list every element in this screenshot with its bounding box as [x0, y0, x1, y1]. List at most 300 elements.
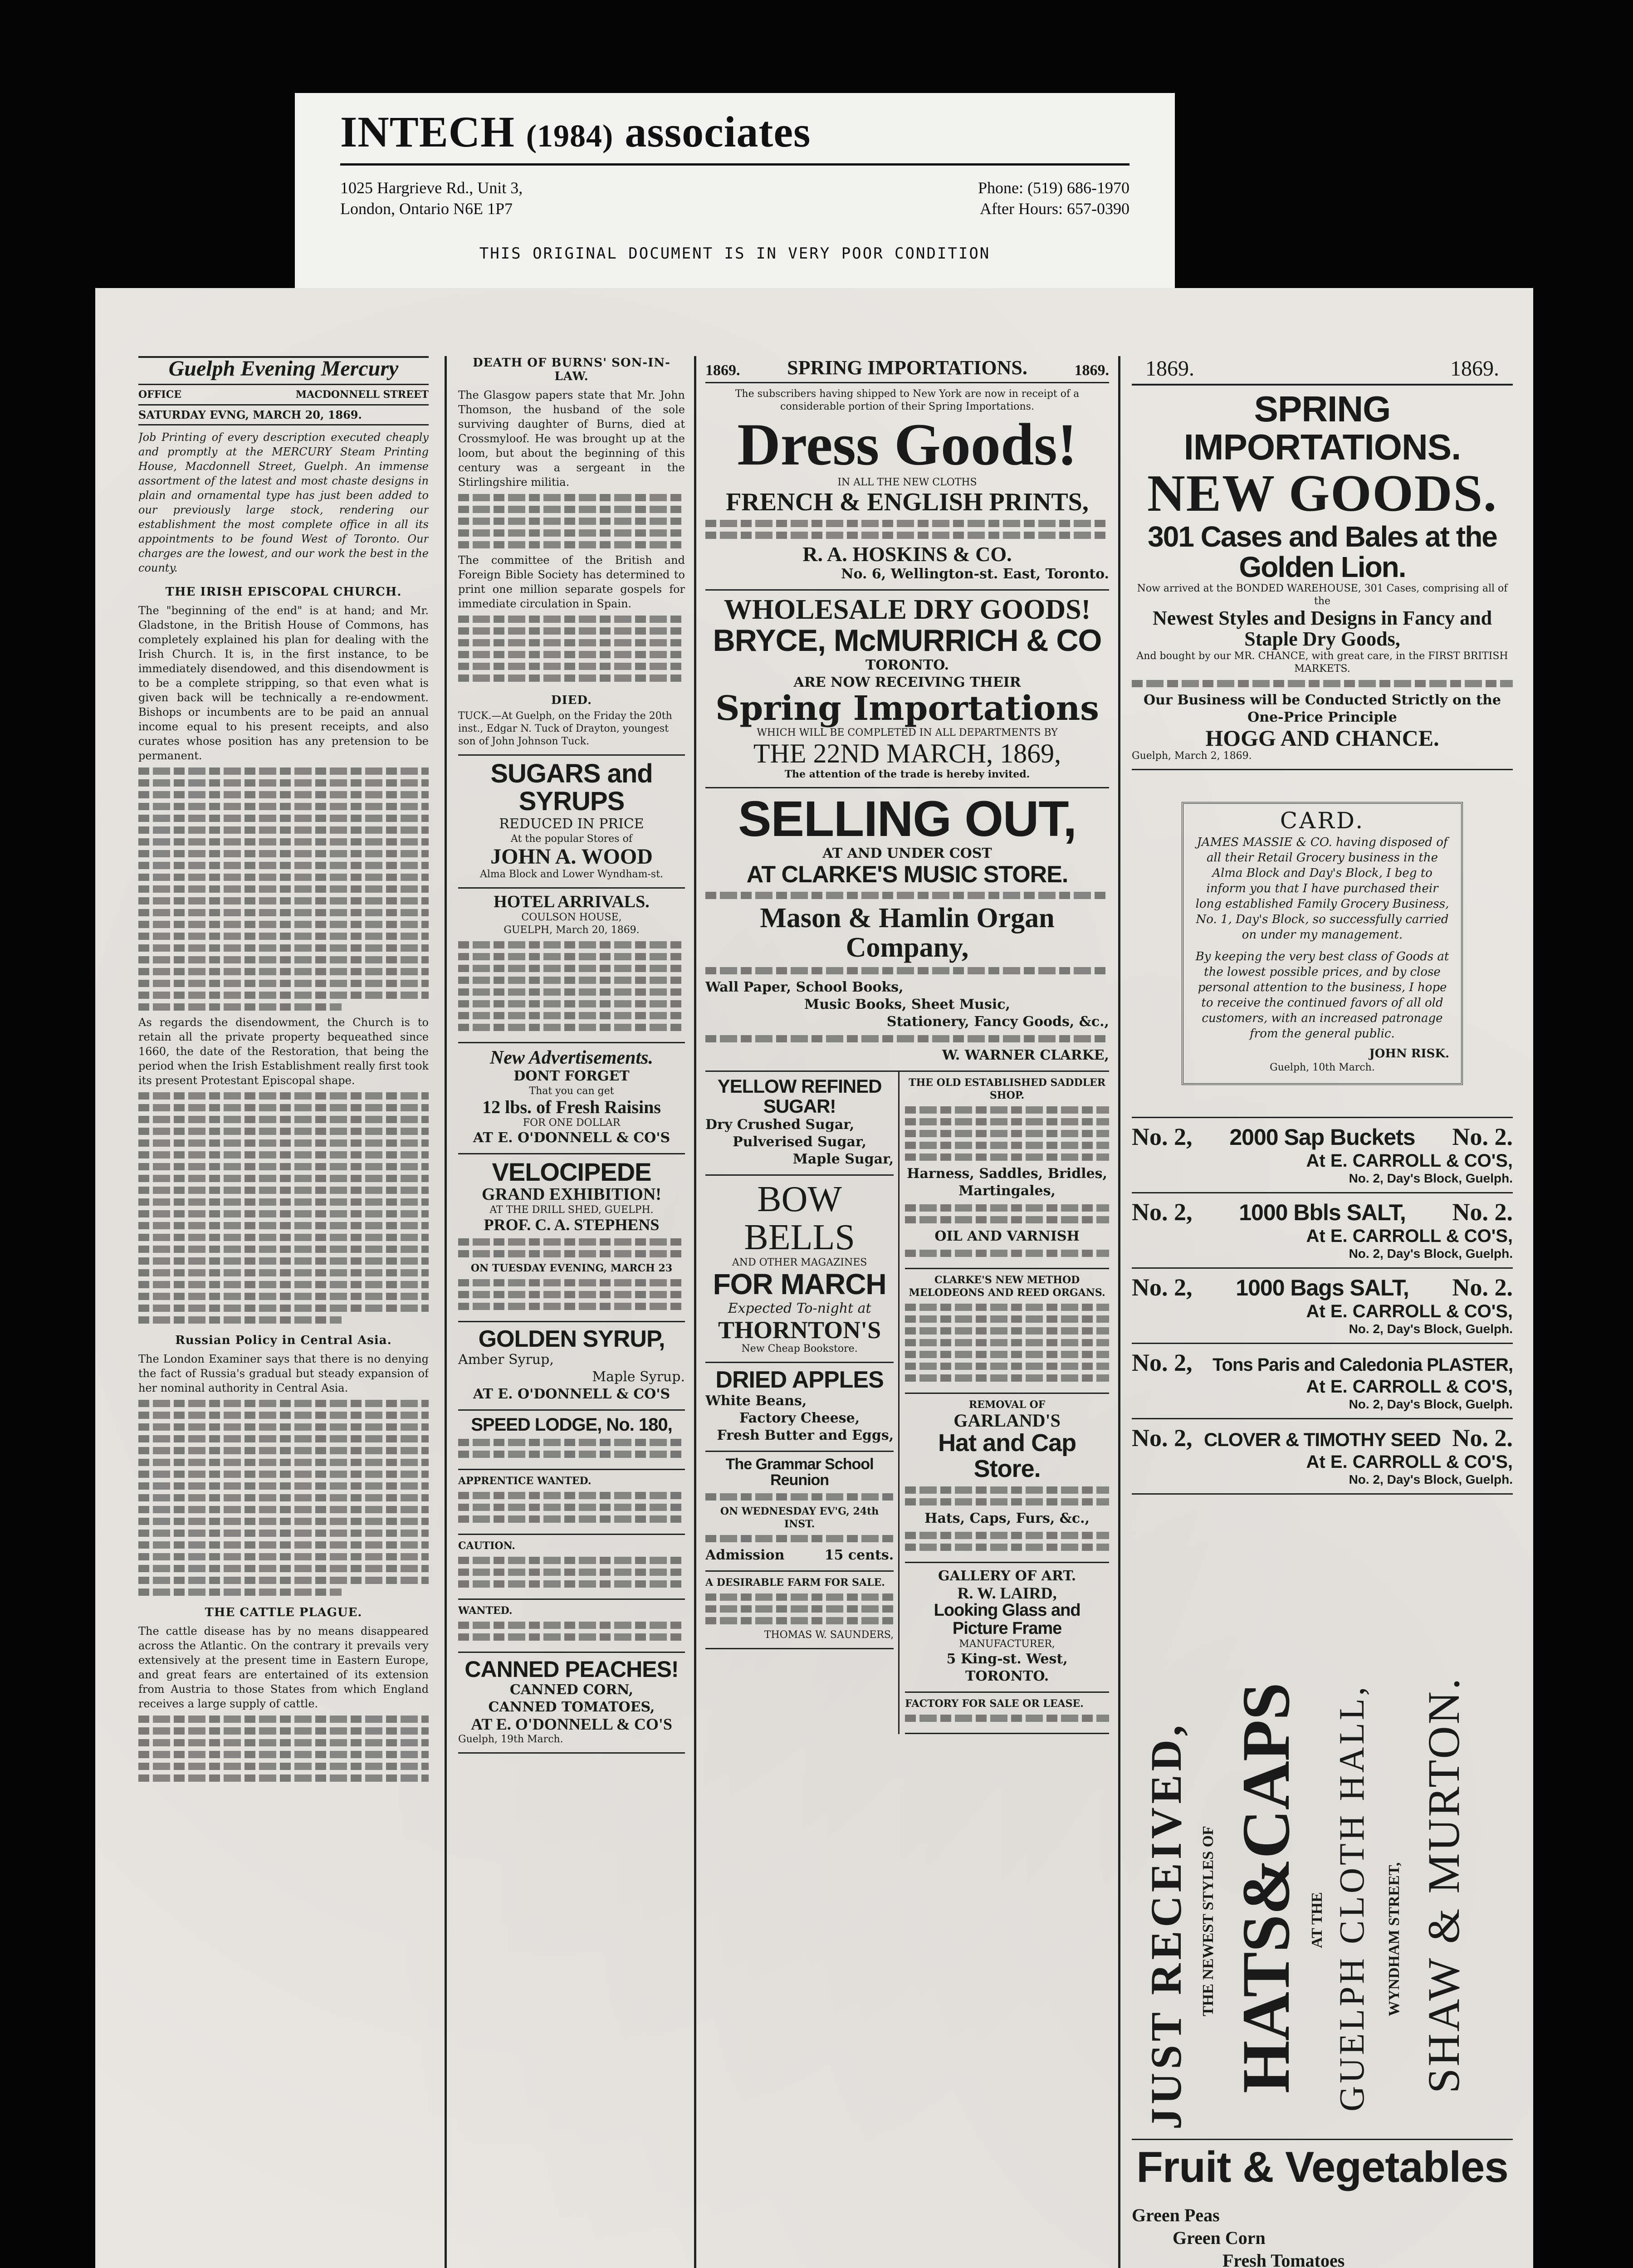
- illegible-text-line: [905, 1118, 1109, 1125]
- illegible-text-line: [138, 1116, 429, 1123]
- one-price: Our Business will be Conducted Strictly on the One-Price Principle: [1144, 692, 1501, 725]
- illegible-text-line: [138, 1739, 429, 1746]
- illegible-text-line: [458, 1303, 685, 1310]
- illegible-text-line: [458, 953, 685, 960]
- illegible-text-line: [458, 494, 685, 501]
- illegible-text-line: [138, 1423, 429, 1431]
- grand-exhibition: GRAND EXHIBITION!: [482, 1184, 661, 1204]
- illegible-text-line: [138, 921, 429, 928]
- yellow-sugar-ad: [705, 1072, 894, 1176]
- illegible-text-line: [138, 1541, 429, 1549]
- fresh-tomatoes: Fresh Tomatoes: [1222, 2250, 1345, 2268]
- carroll-address: No. 2, Day's Block, Guelph.: [1349, 1322, 1513, 1336]
- under-cost: AT AND UNDER COST: [822, 846, 992, 862]
- hoskins-address: No. 6, Wellington-st. East, Toronto.: [841, 566, 1109, 582]
- hats-caps-furs: Hats, Caps, Furs, &c.,: [924, 1510, 1090, 1526]
- illegible-text-line: [138, 1447, 429, 1454]
- illegible-text-line: [1132, 680, 1513, 687]
- removal: REMOVAL OF: [968, 1399, 1046, 1411]
- sugars-heading: SUGARS and SYRUPS: [490, 759, 653, 816]
- saddler-ad: [905, 1072, 1109, 1269]
- hotel-heading: HOTEL ARRIVALS.: [494, 892, 650, 912]
- card-notice: [1132, 770, 1513, 1118]
- new-goods: NEW GOODS.: [1147, 464, 1498, 523]
- warner-clarke: W. WARNER CLARKE,: [942, 1047, 1109, 1064]
- wholesale-heading: WHOLESALE DRY GOODS!: [724, 594, 1091, 625]
- no2-left: No. 2,: [1132, 1123, 1193, 1151]
- address-row-1: [340, 177, 1129, 198]
- card-title: CARD.: [1280, 807, 1365, 834]
- hats-caps-vertical-ad: [1132, 1495, 1513, 2140]
- illegible-text-line: [138, 803, 429, 810]
- illegible-text-line: [138, 933, 429, 940]
- company-name: [340, 107, 1129, 157]
- illegible-text-line: [138, 1412, 429, 1419]
- illegible-text-line: [138, 897, 429, 904]
- illegible-text-line: [138, 1092, 429, 1100]
- spring-imp-heading: Spring Importations: [715, 689, 1099, 728]
- illegible-text-line: [138, 850, 429, 857]
- office-label: OFFICE: [138, 389, 181, 401]
- illegible-text-line: [705, 532, 1109, 539]
- gallery-heading: GALLERY OF ART.: [938, 1568, 1076, 1584]
- tuesday-line: ON TUESDAY EVENING, MARCH 23: [470, 1262, 673, 1274]
- illegible-text-line: [905, 1204, 1109, 1212]
- carroll-line: At E. CARROLL & CO'S,: [1306, 1377, 1513, 1397]
- illegible-text-line: [138, 767, 429, 775]
- cases-bales: 301 Cases and Bales at the Golden Lion.: [1148, 520, 1497, 583]
- illegible-text-line: [138, 1234, 429, 1241]
- illegible-text-line: [458, 1024, 685, 1031]
- illegible-text-line: [138, 885, 429, 893]
- admission-price: 15 cents.: [824, 1547, 894, 1564]
- newest-styles: Newest Styles and Designs in Fancy and Staple Dry Goods,: [1152, 607, 1492, 650]
- illegible-text-line: [138, 1774, 429, 1782]
- odonnell-line: AT E. O'DONNELL & CO'S: [473, 1130, 670, 1146]
- illegible-text-line: [458, 1633, 685, 1641]
- fruit-vegetables: Fruit & Vegetables: [1136, 2143, 1508, 2192]
- died-heading: DIED.: [551, 694, 592, 707]
- illegible-text-line: [458, 1569, 685, 1576]
- died-notice: [458, 686, 685, 756]
- clover-seed: CLOVER & TIMOTHY SEED: [1204, 1429, 1441, 1451]
- illegible-text-line: [905, 1486, 1109, 1494]
- year-right: 1869.: [1450, 357, 1499, 381]
- odonnell-line: AT E. O'DONNELL & CO'S: [471, 1715, 672, 1733]
- clarkes-music-store: AT CLARKE'S MUSIC STORE.: [746, 861, 1068, 888]
- bow-bells: BOW BELLS: [744, 1179, 855, 1258]
- speed-lodge: [458, 1411, 685, 1470]
- salt-bags: 1000 Bags SALT,: [1236, 1275, 1409, 1301]
- illegible-text-line: [705, 1593, 894, 1601]
- shaw-murton: SHAW & MURTON.: [1418, 1677, 1469, 2094]
- hogg-date: Guelph, March 2, 1869.: [1132, 750, 1252, 762]
- dry-crushed: Dry Crushed Sugar,: [705, 1117, 855, 1133]
- illegible-text-line: [138, 1269, 429, 1276]
- velocipede-ad: [458, 1154, 685, 1322]
- illegible-text-line: [138, 1506, 429, 1513]
- illegible-text-line: [138, 1494, 429, 1501]
- article-paragraph: The cattle disease has by no means disappeared across the Atlantic. On the contrary it prevails very extensively at the present time in Eastern Europe, and great fears are entertained of its extension from Austria to those States from which England receives a large supply of cattle.: [138, 1625, 429, 1710]
- illegible-text-line: [138, 1400, 429, 1407]
- illegible-text-line: [138, 826, 429, 834]
- illegible-text-line: [138, 874, 429, 881]
- carroll-sap-ad: [1132, 1118, 1513, 1193]
- illegible-text-line: [138, 1222, 429, 1229]
- card-text: JAMES MASSIE & CO. having disposed of all their Retail Grocery business in the Alma Block and Day's Block, I beg to inform you that I have purchased their long established Family Grocery Business, No. 1, Day's Block, so successfully carried on under my management.: [1195, 836, 1449, 942]
- hogg-chance: HOGG AND CHANCE.: [1205, 725, 1439, 751]
- illegible-text-line: [458, 1000, 685, 1007]
- factory-heading: FACTORY FOR SALE OR LEASE.: [905, 1698, 1084, 1710]
- no2-right: No. 2.: [1452, 1198, 1513, 1226]
- green-peas: Green Peas: [1132, 2204, 1220, 2225]
- raisins-line: 12 lbs. of Fresh Raisins: [482, 1097, 661, 1118]
- article-paragraph: As regards the disendowment, the Church is to retain all the private property bequeathed since 1660, the date of the Restoration, that being the period when the Irish Establishment really first took its present Protestant Episcopal shape.: [138, 1016, 429, 1087]
- attention-line: The attention of the trade is hereby invited.: [784, 768, 1030, 780]
- wanted-heading: WANTED.: [458, 1605, 513, 1617]
- illegible-text-line: [458, 529, 685, 537]
- article-heading-russian-policy: Russian Policy in Central Asia.: [175, 1334, 392, 1347]
- bow-bells-ad: [705, 1176, 894, 1363]
- illegible-text-line: [458, 1515, 685, 1523]
- melodeon-ad: [905, 1269, 1109, 1394]
- death-heading: DEATH OF BURNS' SON-IN-LAW.: [473, 356, 670, 383]
- gallery-ad: [905, 1563, 1109, 1693]
- illegible-text-line: [138, 815, 429, 822]
- illegible-text-line: [458, 1451, 685, 1458]
- column-advertisements-b: [1132, 356, 1513, 2268]
- spring-importations: SPRING IMPORTATIONS.: [1183, 389, 1461, 467]
- green-corn: Green Corn: [1173, 2227, 1266, 2248]
- syrup-ad: [458, 1322, 685, 1411]
- phone: Phone: (519) 686-1970: [978, 179, 1129, 197]
- hat-store-ad: [905, 1394, 1109, 1563]
- carroll-address: No. 2, Day's Block, Guelph.: [1349, 1246, 1513, 1261]
- no2-left: No. 2,: [1132, 1424, 1193, 1452]
- carroll-line: At E. CARROLL & CO'S,: [1306, 1226, 1513, 1246]
- illegible-text-line: [138, 1246, 429, 1253]
- illegible-text-line: [705, 1035, 1109, 1042]
- factory-ad: [905, 1693, 1109, 1734]
- mason-hamlin: Mason & Hamlin Organ Company,: [760, 902, 1055, 963]
- illegible-text-line: [458, 1492, 685, 1499]
- no2-right: No. 2.: [1452, 1274, 1513, 1301]
- illegible-text-line: [905, 1154, 1109, 1161]
- hat-cap-store: Hat and Cap Store.: [938, 1429, 1076, 1482]
- illegible-text-line: [138, 791, 429, 798]
- illegible-text-line: [458, 639, 685, 646]
- year-right: 1869.: [1074, 362, 1109, 379]
- sap-buckets: 2000 Sap Buckets: [1229, 1124, 1415, 1150]
- office-line: [138, 389, 429, 401]
- harness: Harness, Saddles, Bridles, Martingales,: [907, 1166, 1107, 1199]
- illegible-text-line: [138, 1435, 429, 1442]
- illegible-text-line: [458, 1504, 685, 1511]
- canned-ad: [458, 1653, 685, 1753]
- sugars-sub: REDUCED IN PRICE: [499, 816, 644, 832]
- illegible-text-line: [905, 1327, 1109, 1334]
- illegible-text-line: [138, 1565, 429, 1572]
- toronto: TORONTO.: [865, 657, 949, 674]
- no2-left: No. 2,: [1132, 1274, 1193, 1301]
- march-22: THE 22ND MARCH, 1869,: [753, 738, 1061, 768]
- carroll-plaster-ad: [1132, 1344, 1513, 1419]
- hotel-sub: COULSON HOUSE,: [521, 912, 622, 924]
- illegible-text-line: [138, 779, 429, 787]
- illegible-text-line: [458, 977, 685, 984]
- illegible-text-line: [138, 1139, 429, 1147]
- illegible-text-line: [138, 1763, 429, 1770]
- illegible-text-line: [458, 1250, 685, 1257]
- spring-importations-title: SPRING IMPORTATIONS.: [787, 357, 1027, 379]
- expected: Expected To-night at: [728, 1300, 871, 1316]
- illegible-text-line: [138, 1198, 429, 1206]
- illegible-text-line: [138, 1187, 429, 1194]
- illegible-text-line: [138, 1471, 429, 1478]
- bible-paragraph: The committee of the British and Foreign Bible Society has determined to print one million separate gospels for immediate circulation in Spain.: [458, 554, 685, 610]
- no2-row: [1132, 1424, 1513, 1452]
- stationery-line: Stationery, Fancy Goods, &c.,: [886, 1014, 1109, 1030]
- no2-row: [1132, 1349, 1513, 1377]
- illegible-text-line: [138, 1163, 429, 1170]
- column-rule-1: [445, 356, 447, 2268]
- illegible-text-line: [458, 988, 685, 996]
- illegible-text-line: [138, 980, 429, 987]
- arrived: Now arrived at the BONDED WAREHOUSE, 301 Cases, comprising all of the: [1137, 583, 1508, 607]
- wyndham-street: WYNDHAM STREET,: [1386, 1862, 1403, 2017]
- dress-intro: The subscribers having shipped to New York are now in receipt of a considerable portion of their Spring Importations.: [735, 388, 1080, 412]
- velocipede-heading: VELOCIPEDE: [492, 1158, 651, 1187]
- no2-row: [1132, 1273, 1513, 1301]
- illegible-text-line: [705, 1617, 894, 1624]
- looking-glass: Looking Glass and Picture Frame: [934, 1601, 1081, 1638]
- condition-note: THIS ORIGINAL DOCUMENT IS IN VERY POOR CONDITION: [479, 244, 991, 263]
- new-advertisements-heading: New Advertisements.: [489, 1047, 654, 1069]
- illegible-text-line: [458, 941, 685, 948]
- carroll-address: No. 2, Day's Block, Guelph.: [1349, 1472, 1513, 1487]
- illegible-text-line: [138, 1727, 429, 1735]
- column-rule-2: [694, 356, 696, 2268]
- split-right: [900, 1072, 1109, 1734]
- illegible-text-line: [905, 1250, 1109, 1257]
- spring-importations-header: [705, 356, 1109, 383]
- illegible-text-line: [905, 1532, 1109, 1539]
- garland: GARLAND'S: [953, 1410, 1061, 1431]
- illegible-text-line: [138, 1530, 429, 1537]
- card-box: [1182, 802, 1463, 1085]
- hotel-arrivals: [458, 889, 685, 1043]
- wholesale-ad: [705, 591, 1109, 788]
- address-line-2: London, Ontario N6E 1P7: [340, 200, 513, 218]
- illegible-text-line: [905, 1351, 1109, 1358]
- canned-peaches: CANNED PEACHES!: [464, 1657, 679, 1682]
- one-dollar: FOR ONE DOLLAR: [523, 1117, 621, 1129]
- carroll-salt-bags-ad: [1132, 1269, 1513, 1344]
- dateline: SATURDAY EVNG, MARCH 20, 1869.: [138, 404, 429, 425]
- fruit-vegetables-ad: [1132, 2140, 1513, 2268]
- french-prints: FRENCH & ENGLISH PRINTS,: [726, 488, 1089, 516]
- farm-heading: A DESIRABLE FARM FOR SALE.: [705, 1577, 885, 1589]
- pulverised: Pulverised Sugar,: [733, 1134, 867, 1150]
- illegible-text-line: [138, 956, 429, 963]
- wallpaper-line: Wall Paper, School Books,: [705, 979, 904, 996]
- illegible-text-line: [905, 1315, 1109, 1323]
- illegible-text-line: [138, 838, 429, 846]
- for-march: FOR MARCH: [713, 1268, 886, 1301]
- illegible-text-line: [138, 1459, 429, 1466]
- illegible-text-line: [458, 1580, 685, 1588]
- factory-cheese: Factory Cheese,: [739, 1410, 860, 1426]
- dried-apples-ad: [705, 1363, 894, 1452]
- illegible-text-line: [458, 651, 685, 658]
- illegible-text-line: [905, 1374, 1109, 1382]
- illegible-text-line: [458, 965, 685, 972]
- bookstore: New Cheap Bookstore.: [741, 1343, 858, 1355]
- illegible-text-line: [138, 1751, 429, 1758]
- salt-barrels: 1000 Bbls SALT,: [1239, 1200, 1406, 1226]
- golden-syrup: GOLDEN SYRUP,: [478, 1325, 665, 1352]
- speed-lodge-heading: SPEED LODGE, No. 180,: [471, 1415, 672, 1435]
- split-row-sugar-saddler: [705, 1072, 1109, 1734]
- saddler-heading: THE OLD ESTABLISHED SADDLER SHOP.: [909, 1077, 1106, 1102]
- bought: And bought by our MR. CHANCE, with great care, in the FIRST BRITISH MARKETS.: [1136, 650, 1508, 675]
- dried-apples: DRIED APPLES: [715, 1367, 884, 1393]
- king-street: 5 King-st. West, TORONTO.: [946, 1651, 1068, 1685]
- column-advertisements-a: [705, 356, 1109, 2268]
- canned-tomatoes: CANNED TOMATOES,: [488, 1699, 655, 1715]
- yellow-sugar: YELLOW REFINED SUGAR!: [717, 1075, 882, 1117]
- completed-line: WHICH WILL BE COMPLETED IN ALL DEPARTMENTS BY: [757, 727, 1058, 738]
- illegible-text-line: [458, 663, 685, 670]
- illegible-text-line: [138, 1316, 342, 1324]
- music-line: Music Books, Sheet Music,: [804, 997, 1010, 1013]
- guelph-cloth-hall: GUELPH CLOTH HALL,: [1332, 1684, 1371, 2112]
- selling-out-ad: [705, 788, 1109, 1072]
- clarkes-method: CLARKE'S NEW METHOD: [934, 1274, 1080, 1286]
- carroll-line: At E. CARROLL & CO'S,: [1306, 1301, 1513, 1322]
- wednesday: ON WEDNESDAY EV'G, 24th INST.: [720, 1505, 879, 1530]
- sugars-name: JOHN A. WOOD: [490, 844, 653, 869]
- illegible-text-line: [138, 1577, 429, 1584]
- article-heading-cattle-plague: THE CATTLE PLAGUE.: [205, 1606, 362, 1619]
- selling-out-heading: SELLING OUT,: [738, 791, 1076, 847]
- address-line-1: 1025 Hargrieve Rd., Unit 3,: [340, 179, 523, 197]
- odonnell-line: AT E. O'DONNELL & CO'S: [473, 1386, 670, 1403]
- no2-right: No. 2.: [1452, 1424, 1513, 1452]
- year-left: 1869.: [1145, 357, 1194, 381]
- dont-sub: That you can get: [529, 1085, 614, 1097]
- dress-goods-ad: [705, 383, 1109, 591]
- melodeons: MELODEONS AND REED ORGANS.: [909, 1287, 1105, 1299]
- illegible-text-line: [905, 1715, 1109, 1722]
- no2-left: No. 2,: [1132, 1198, 1193, 1226]
- dress-goods-heading: Dress Goods!: [737, 411, 1077, 478]
- illegible-text-line: [138, 944, 429, 952]
- apprentice-ad: [458, 1470, 685, 1535]
- sugars-address: Alma Block and Lower Wyndham-st.: [479, 869, 664, 880]
- column-editorial: [138, 356, 429, 2268]
- illegible-text-line: [905, 1339, 1109, 1346]
- professor: PROF. C. A. STEPHENS: [484, 1215, 660, 1234]
- amber-syrup: Amber Syrup,: [458, 1352, 554, 1368]
- illegible-text-line: [705, 520, 1109, 527]
- illegible-text-line: [138, 1716, 429, 1723]
- illegible-text-line: [138, 1257, 429, 1265]
- no2-row: [1132, 1198, 1513, 1226]
- illegible-text-line: [138, 968, 429, 975]
- illegible-text-line: [905, 1544, 1109, 1551]
- carroll-seed-ad: [1132, 1419, 1513, 1495]
- illegible-text-line: [905, 1142, 1109, 1149]
- apprentice-heading: APPRENTICE WANTED.: [458, 1475, 592, 1487]
- fresh-butter: Fresh Butter and Eggs,: [717, 1427, 894, 1443]
- illegible-text-line: [905, 1304, 1109, 1311]
- dont-forget: DONT FORGET: [513, 1068, 630, 1085]
- magazines: AND OTHER MAGAZINES: [732, 1257, 867, 1269]
- illegible-text-line: [138, 1281, 429, 1288]
- illegible-text-line: [458, 1557, 685, 1564]
- at-the: AT THE: [1309, 1892, 1325, 1949]
- illegible-text-line: [905, 1216, 1109, 1223]
- raisins-ad: [458, 1043, 685, 1154]
- illegible-text-line: [905, 1498, 1109, 1505]
- bryce-name: BRYCE, McMURRICH & CO: [713, 623, 1102, 658]
- illegible-text-line: [458, 506, 685, 513]
- oil-varnish: OIL AND VARNISH: [934, 1228, 1080, 1245]
- masthead: Guelph Evening Mercury: [138, 356, 429, 385]
- carroll-address: No. 2, Day's Block, Guelph.: [1349, 1171, 1513, 1186]
- article-paragraph: The London Examiner says that there is no denying the fact of Russia's gradual but steady expansion of her nominal authority in Central Asia.: [138, 1353, 429, 1394]
- after-hours-phone: After Hours: 657-0390: [980, 200, 1129, 218]
- hoskins-name: R. A. HOSKINS & CO.: [802, 543, 1012, 566]
- died-text: TUCK.—At Guelph, on the Friday the 20th inst., Edgar N. Tuck of Drayton, youngest son of John Johnson Tuck.: [458, 710, 672, 747]
- illegible-text-line: [905, 1130, 1109, 1137]
- illegible-text-line: [138, 1305, 429, 1312]
- illegible-text-line: [138, 1518, 429, 1525]
- illegible-text-line: [458, 1291, 685, 1298]
- illegible-text-line: [905, 1106, 1109, 1114]
- caution-ad: [458, 1535, 685, 1600]
- column-notices: [458, 356, 685, 2268]
- illegible-text-line: [138, 1104, 429, 1111]
- illegible-text-line: [138, 1293, 429, 1300]
- illegible-text-line: [138, 1210, 429, 1217]
- white-beans: White Beans,: [705, 1393, 807, 1409]
- illegible-text-line: [138, 1589, 342, 1596]
- maple-sugar: Maple Sugar,: [792, 1151, 894, 1168]
- illegible-text-line: [138, 1553, 429, 1560]
- wanted-ad: [458, 1600, 685, 1653]
- illegible-text-line: [138, 1151, 429, 1158]
- illegible-text-line: [705, 892, 1109, 899]
- carroll-line: At E. CARROLL & CO'S,: [1306, 1452, 1513, 1472]
- illegible-text-line: [458, 616, 685, 623]
- grammar-school-ad: [705, 1452, 894, 1572]
- hotel-date: GUELPH, March 20, 1869.: [504, 924, 640, 936]
- manufacturer: MANUFACTURER,: [959, 1638, 1055, 1650]
- illegible-text-line: [138, 1128, 429, 1135]
- death-paragraph: The Glasgow papers state that Mr. John Thomson, the husband of the sole surviving daughter of Burns, died at Crossmyloof. He was brought up at the loom, but about the beginning of this century was a sergeant in the Stirlingshire militia.: [458, 389, 685, 489]
- illegible-text-line: [458, 675, 685, 682]
- sugars-at: At the popular Stores of: [511, 833, 632, 845]
- company-associates: associates: [625, 108, 811, 156]
- no2-left: No. 2,: [1132, 1349, 1193, 1377]
- guelph-date: Guelph, 19th March.: [458, 1733, 563, 1745]
- carroll-address: No. 2, Day's Block, Guelph.: [1349, 1397, 1513, 1412]
- article-heading-irish-church: THE IRISH EPISCOPAL CHURCH.: [165, 585, 402, 599]
- column-rule-3: [1118, 356, 1120, 2268]
- illegible-text-line: [458, 1439, 685, 1446]
